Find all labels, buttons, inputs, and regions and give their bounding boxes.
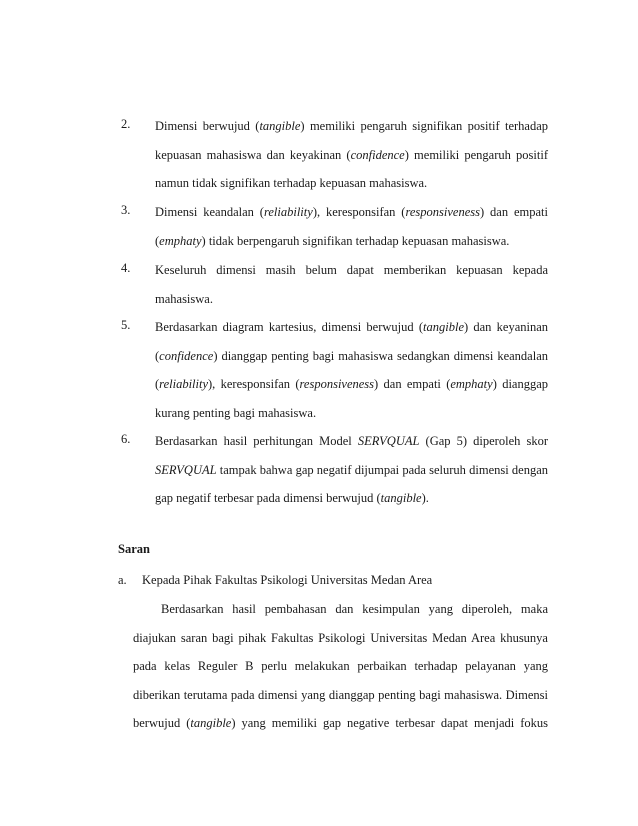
item-line: Keseluruh dimensi masih belum dapat memberikan kepuasan kepada bbox=[155, 263, 548, 277]
item-number: 2. bbox=[121, 117, 131, 131]
item-line: Berdasarkan diagram kartesius, dimensi berwujud (tangible) dan keyaninan bbox=[155, 320, 549, 334]
saran-paragraph bbox=[133, 600, 548, 743]
subsection-heading bbox=[118, 571, 432, 589]
item-line: namun tidak signifikan terhadap kepuasan mahasiswa. bbox=[155, 176, 428, 190]
paragraph-line: Berdasarkan hasil pembahasan dan kesimpulan yang diperoleh, maka bbox=[161, 602, 548, 616]
subsection-title: Kepada Pihak Fakultas Psikologi Universitas Medan Area bbox=[142, 573, 433, 587]
item-line: gap negatif terbesar pada dimensi berwujud (tangible). bbox=[155, 491, 429, 505]
conclusion-item-2 bbox=[121, 117, 548, 203]
paragraph-line: diajukan saran bagi pihak Fakultas Psikologi Universitas Medan Area khusunya bbox=[133, 630, 548, 645]
item-number: 4. bbox=[121, 261, 131, 275]
item-line: mahasiswa. bbox=[155, 291, 213, 306]
item-line: (confidence) dianggap penting bagi mahasiswa sedangkan dimensi keandalan bbox=[155, 348, 548, 363]
paragraph-line: berwujud (tangible) yang memiliki gap negative terbesar dapat menjadi fokus bbox=[133, 716, 548, 730]
section-heading-saran: Saran bbox=[118, 542, 150, 556]
item-line: Dimensi berwujud (tangible) memiliki pengaruh signifikan positif terhadap bbox=[155, 119, 548, 133]
item-number: 3. bbox=[121, 203, 131, 217]
conclusion-item-4 bbox=[121, 261, 548, 318]
item-line: Dimensi keandalan (reliability), keresponsifan (responsiveness) dan empati bbox=[155, 205, 549, 219]
item-number: 5. bbox=[121, 318, 131, 332]
item-line: SERVQUAL tampak bahwa gap negatif dijumpai pada seluruh dimensi dengan bbox=[155, 462, 548, 477]
item-line: Berdasarkan hasil perhitungan Model SERVQUAL (Gap 5) diperoleh skor bbox=[155, 434, 548, 448]
subsection-letter: a. bbox=[118, 573, 127, 587]
conclusion-item-3 bbox=[121, 203, 549, 260]
item-number: 6. bbox=[121, 432, 131, 446]
item-line: (emphaty) tidak berpengaruh signifikan terhadap kepuasan mahasiswa. bbox=[155, 233, 510, 248]
item-line: kurang penting bagi mahasiswa. bbox=[155, 405, 317, 420]
conclusion-item-5 bbox=[121, 318, 549, 432]
conclusion-item-6 bbox=[121, 432, 548, 518]
paragraph-line: pada kelas Reguler B perlu melakukan perbaikan terhadap pelayanan yang bbox=[133, 659, 548, 673]
item-line: (reliability), keresponsifan (responsiveness) dan empati (emphaty) dianggap bbox=[155, 377, 549, 391]
item-line: kepuasan mahasiswa dan keyakinan (confidence) memiliki pengaruh positif bbox=[155, 147, 548, 162]
paragraph-line: diberikan terutama pada dimensi yang dianggap penting bagi mahasiswa. Dimensi bbox=[133, 687, 548, 702]
